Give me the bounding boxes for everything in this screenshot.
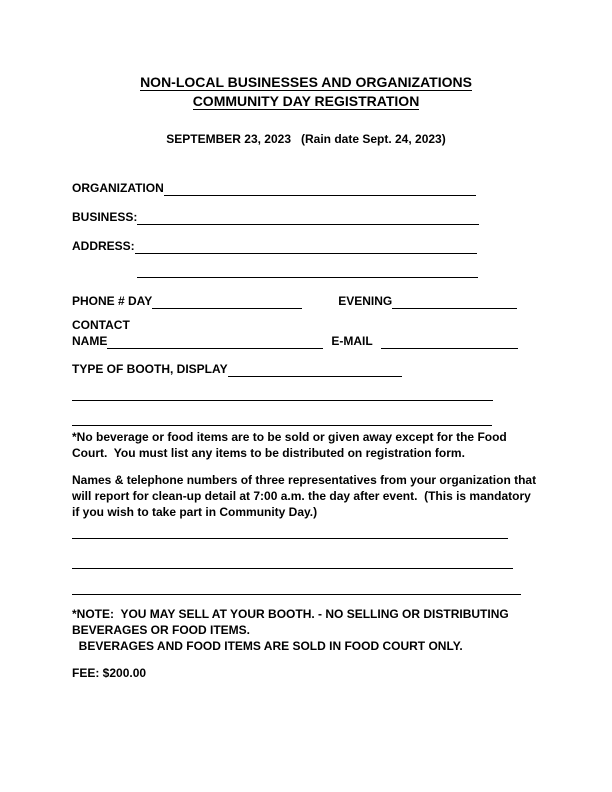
representatives-line-1: Names & telephone numbers of three representatives from your organization that — [72, 473, 537, 487]
name-row-spacer — [323, 334, 331, 349]
booth-type-label: TYPE OF BOOTH, DISPLAY — [72, 362, 228, 376]
address-row — [72, 239, 477, 254]
address-label: ADDRESS: — [72, 239, 135, 253]
booth-display-extra-line-2[interactable] — [72, 411, 492, 426]
contact-label: CONTACT — [72, 318, 130, 332]
fee-amount: FEE: $200.00 — [72, 666, 147, 680]
selling-note-line-1: *NOTE: YOU MAY SELL AT YOUR BOOTH. - NO SELLING OR DISTRIBUTING — [72, 607, 509, 621]
business-row — [72, 210, 479, 225]
representatives-line-3: if you wish to take part in Community Day.) — [72, 505, 318, 519]
address-input-line-2[interactable] — [137, 262, 478, 278]
phone-row-spacer — [302, 294, 338, 309]
representatives-instruction — [72, 472, 536, 520]
form-title-line2-text: COMMUNITY DAY REGISTRATION — [192, 93, 420, 109]
representative-input-line-1[interactable] — [72, 524, 508, 539]
email-label: E-MAIL — [331, 334, 373, 348]
business-input-line[interactable] — [137, 210, 479, 225]
selling-policy-note — [72, 606, 509, 654]
beverage-note-line-2: Court. You must list any items to be distributed on registration form. — [72, 446, 465, 460]
phone-day-label: PHONE # DAY — [72, 294, 153, 308]
contact-name-email-row — [72, 334, 518, 349]
address-input-line[interactable] — [135, 239, 477, 254]
event-date-line: SEPTEMBER 23, 2023 (Rain date Sept. 24, 2023) — [166, 132, 446, 146]
organization-input-line[interactable] — [164, 181, 476, 196]
beverage-note-line-1: *No beverage or food items are to be sold or given away except for the Food — [72, 430, 507, 444]
form-title-line2 — [0, 92, 612, 111]
selling-note-line-3: BEVERAGES AND FOOD ITEMS ARE SOLD IN FOOD COURT ONLY. — [72, 639, 463, 653]
form-title-line1 — [0, 73, 612, 92]
business-label: BUSINESS: — [72, 210, 138, 224]
representative-input-line-3[interactable] — [72, 580, 521, 595]
selling-note-line-2: BEVERAGES OR FOOD ITEMS. — [72, 623, 251, 637]
email-input-line[interactable] — [381, 334, 518, 349]
beverage-restriction-note — [72, 429, 507, 461]
representatives-line-2: will report for clean-up detail at 7:00 a.m. the day after event. (This is mandatory — [72, 489, 531, 503]
evening-label: EVENING — [338, 294, 393, 308]
phone-row — [72, 294, 517, 309]
organization-label: ORGANIZATION — [72, 181, 164, 195]
organization-row — [72, 181, 476, 196]
phone-day-input-line[interactable] — [152, 294, 302, 309]
name-label: NAME — [72, 334, 108, 348]
booth-display-extra-line-1[interactable] — [72, 386, 493, 401]
name-input-line[interactable] — [107, 334, 323, 349]
representative-input-line-2[interactable] — [72, 554, 513, 569]
booth-type-input-line[interactable] — [228, 362, 402, 377]
form-title-line1-text: NON-LOCAL BUSINESSES AND ORGANIZATIONS — [140, 74, 472, 90]
evening-input-line[interactable] — [392, 294, 517, 309]
booth-type-row — [72, 362, 402, 377]
